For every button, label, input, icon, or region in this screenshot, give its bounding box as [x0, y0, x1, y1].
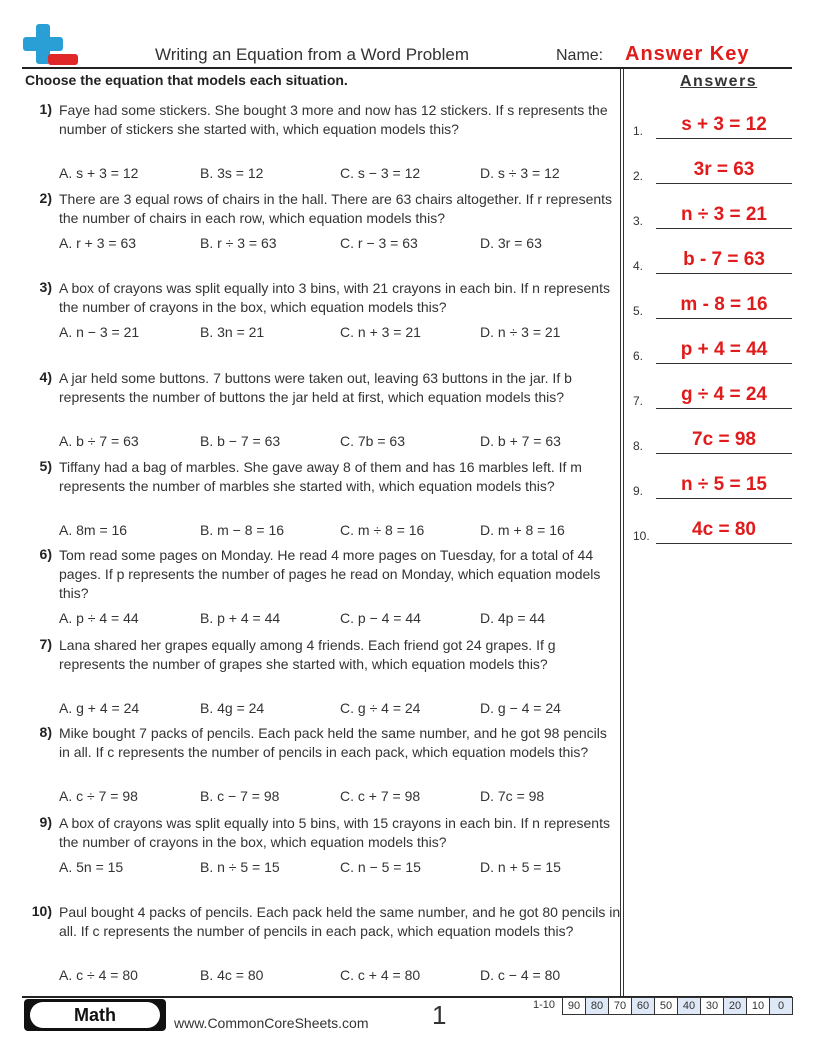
question-text: Faye had some stickers. She bought 3 more and now has 12 stickers. If s represents the number of stickers she started with, which equation models this?: [59, 102, 608, 137]
question-number: 10): [31, 903, 52, 919]
answer-line: [656, 498, 792, 499]
answer-line: [656, 363, 792, 364]
answer-choice[interactable]: D. n + 5 = 15: [480, 859, 561, 875]
answer-choice[interactable]: A. s + 3 = 12: [59, 165, 139, 181]
answer-number: 2.: [633, 169, 644, 183]
score-cell: 30: [700, 997, 724, 1015]
question-number: 8): [39, 724, 52, 740]
answer-choice[interactable]: D. n ÷ 3 = 21: [480, 324, 561, 340]
question-text: Mike bought 7 packs of pencils. Each pack held the same number, and he got 98 pencils in all. If c represents the number of pencils in each pack, which equation models this?: [59, 725, 607, 760]
answer-choice[interactable]: A. 8m = 16: [59, 522, 128, 538]
answer-choice[interactable]: A. 5n = 15: [59, 859, 124, 875]
question-text: A jar held some buttons. 7 buttons were taken out, leaving 63 buttons in the jar. If b represents the number of buttons the jar held at first, which equation models this?: [59, 370, 572, 405]
answer-line: [656, 183, 792, 184]
answer-choice[interactable]: D. b + 7 = 63: [480, 433, 561, 449]
answer-line: [656, 543, 792, 544]
answer-choice[interactable]: C. r − 3 = 63: [340, 235, 418, 251]
answer-choice[interactable]: D. 7c = 98: [480, 788, 545, 804]
score-cell: 50: [654, 997, 678, 1015]
answer-key-label: Answer Key: [625, 43, 750, 65]
answer-choice[interactable]: C. 7b = 63: [340, 433, 405, 449]
question-number: 6): [39, 546, 52, 562]
answer-choice[interactable]: C. m ÷ 8 = 16: [340, 522, 425, 538]
answer-value: g ÷ 4 = 24: [681, 384, 767, 405]
score-table: [563, 997, 793, 1015]
answer-choice[interactable]: C. p − 4 = 44: [340, 610, 421, 626]
answer-value: n ÷ 5 = 15: [681, 474, 767, 495]
answer-choice[interactable]: B. n ÷ 5 = 15: [200, 859, 280, 875]
answer-number: 1.: [633, 124, 644, 138]
score-cell: 90: [562, 997, 586, 1015]
answer-line: [656, 228, 792, 229]
question-text: A box of crayons was split equally into 5 bins, with 15 crayons in each bin. If n represents the number of crayons in the box, which equation models this?: [59, 815, 610, 850]
question-text: Tom read some pages on Monday. He read 4 more pages on Tuesday, for a total of 44 pages. If p represents the number of pages he read on Monday, which equation models this?: [59, 547, 601, 601]
answer-choice[interactable]: D. c − 4 = 80: [480, 967, 561, 983]
header-divider: [22, 67, 792, 69]
question-text: Tiffany had a bag of marbles. She gave away 8 of them and has 16 marbles left. If m represents the number of marbles she started with, which equation models this?: [59, 459, 582, 494]
score-cell: 0: [769, 997, 793, 1015]
answer-choice[interactable]: B. 4g = 24: [200, 700, 265, 716]
answer-choice[interactable]: C. c + 4 = 80: [340, 967, 421, 983]
question-number: 7): [39, 636, 52, 652]
question-number: 1): [39, 101, 52, 117]
answer-number: 8.: [633, 439, 644, 453]
answer-choice[interactable]: B. 4c = 80: [200, 967, 264, 983]
answer-choice[interactable]: A. g + 4 = 24: [59, 700, 140, 716]
question-number: 4): [39, 369, 52, 385]
name-label: Name:: [556, 47, 604, 64]
answer-line: [656, 318, 792, 319]
answer-value: m - 8 = 16: [680, 294, 768, 315]
answer-value: 4c = 80: [692, 519, 756, 540]
answer-choice[interactable]: D. s ÷ 3 = 12: [480, 165, 560, 181]
answer-line: [656, 453, 792, 454]
answer-value: 7c = 98: [692, 429, 756, 450]
answer-choice[interactable]: A. b ÷ 7 = 63: [59, 433, 139, 449]
answer-choice[interactable]: D. m + 8 = 16: [480, 522, 565, 538]
question-text: A box of crayons was split equally into 3 bins, with 21 crayons in each bin. If n represents the number of crayons in the box, which equation models this?: [59, 280, 610, 315]
question-number: 2): [39, 190, 52, 206]
question-text: Lana shared her grapes equally among 4 friends. Each friend got 24 grapes. If g represents the number of grapes she started with, which equation models this?: [59, 637, 556, 672]
score-cell: 40: [677, 997, 701, 1015]
answer-number: 7.: [633, 394, 644, 408]
answer-choice[interactable]: D. g − 4 = 24: [480, 700, 561, 716]
answer-number: 5.: [633, 304, 644, 318]
answer-value: b - 7 = 63: [683, 249, 765, 270]
answer-number: 4.: [633, 259, 644, 273]
answer-choice[interactable]: B. c − 7 = 98: [200, 788, 280, 804]
answer-line: [656, 138, 792, 139]
answer-choice[interactable]: B. m − 8 = 16: [200, 522, 285, 538]
score-cell: 20: [723, 997, 747, 1015]
answer-value: n ÷ 3 = 21: [681, 204, 767, 225]
answer-choice[interactable]: D. 3r = 63: [480, 235, 542, 251]
question-text: There are 3 equal rows of chairs in the hall. There are 63 chairs altogether. If r represents the number of chairs in each row, which equation models this?: [59, 191, 613, 226]
answer-choice[interactable]: D. 4p = 44: [480, 610, 545, 626]
score-cell: 80: [585, 997, 609, 1015]
score-range-label: 1-10: [533, 999, 556, 1011]
answer-choice[interactable]: C. n + 3 = 21: [340, 324, 421, 340]
question-number: 3): [39, 279, 52, 295]
answer-line: [656, 273, 792, 274]
answer-number: 10.: [633, 529, 650, 543]
answer-number: 3.: [633, 214, 644, 228]
answer-choice[interactable]: A. c ÷ 4 = 80: [59, 967, 138, 983]
answer-choice[interactable]: A. c ÷ 7 = 98: [59, 788, 138, 804]
score-cell: 10: [746, 997, 770, 1015]
answer-choice[interactable]: C. n − 5 = 15: [340, 859, 421, 875]
answer-choice[interactable]: B. p + 4 = 44: [200, 610, 281, 626]
plus-minus-logo-icon: [22, 22, 80, 68]
answer-choice[interactable]: A. p ÷ 4 = 44: [59, 610, 139, 626]
instructions: Choose the equation that models each situation.: [25, 72, 348, 88]
answer-value: s + 3 = 12: [681, 114, 767, 135]
score-cell: 60: [631, 997, 655, 1015]
page-title: Writing an Equation from a Word Problem: [155, 45, 470, 64]
answer-choice[interactable]: B. b − 7 = 63: [200, 433, 281, 449]
answer-choice[interactable]: B. 3s = 12: [200, 165, 264, 181]
answer-value: 3r = 63: [693, 159, 755, 180]
answer-choice[interactable]: C. g ÷ 4 = 24: [340, 700, 421, 716]
answer-choice[interactable]: C. c + 7 = 98: [340, 788, 421, 804]
question-number: 5): [39, 458, 52, 474]
answer-choice[interactable]: C. s − 3 = 12: [340, 165, 421, 181]
answer-choice[interactable]: A. r + 3 = 63: [59, 235, 137, 251]
answer-choice[interactable]: A. n − 3 = 21: [59, 324, 140, 340]
answer-number: 6.: [633, 349, 644, 363]
answer-value: p + 4 = 44: [680, 339, 768, 360]
answer-choice[interactable]: B. 3n = 21: [200, 324, 265, 340]
answers-heading: Answers: [680, 73, 758, 90]
answer-line: [656, 408, 792, 409]
answer-choice[interactable]: B. r ÷ 3 = 63: [200, 235, 277, 251]
question-text: Paul bought 4 packs of pencils. Each pack held the same number, and he got 80 pencils in all. If c represents the number of pencils in each pack, which equation models this?: [59, 904, 621, 939]
subject-label: Math: [30, 1002, 160, 1028]
score-cell: 70: [608, 997, 632, 1015]
page-number: 1: [432, 1000, 447, 1030]
answer-number: 9.: [633, 484, 644, 498]
website-link[interactable]: www.CommonCoreSheets.com: [174, 1015, 369, 1031]
question-number: 9): [39, 814, 52, 830]
